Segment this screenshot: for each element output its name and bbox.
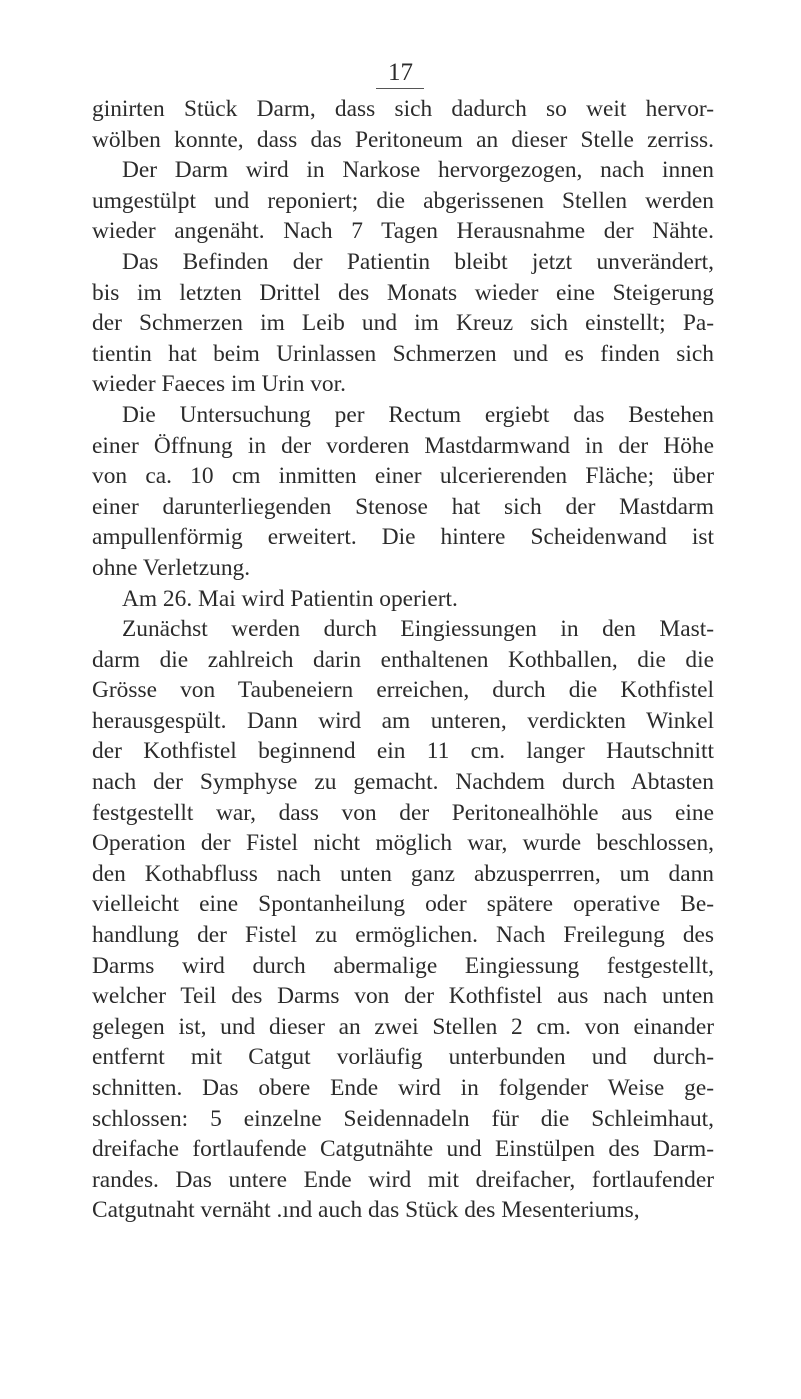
text-line: vielleicht eine Spontanheilung oder spätere operative Be- (92, 891, 714, 918)
text-line: handlung der Fistel zu ermöglichen. Nach Freilegung des (92, 922, 714, 949)
text-line: Zunächst werden durch Eingiessungen in den Mast- (122, 616, 714, 643)
text-line: dreifache fortlaufende Catgutnähte und Einstülpen des Darm- (92, 1136, 714, 1163)
text-line: ginirten Stück Darm, dass sich dadurch so weit hervor- (92, 96, 714, 122)
text-line: ohne Verletzung. (92, 554, 251, 581)
text-line: von ca. 10 cm inmitten einer ulcerierenden Fläche; über (92, 463, 714, 490)
text-line: nach der Symphyse zu gemacht. Nachdem durch Abtasten (92, 769, 714, 796)
text-line: schlossen: 5 einzelne Seidennadeln für die Schleimhaut, (92, 1105, 714, 1132)
text-line: einer darunterliegenden Stenose hat sich der Mastdarm (92, 493, 714, 520)
text-line: darm die zahlreich darin enthaltenen Kothballen, die die (92, 646, 714, 673)
text-line: wieder Faeces im Urin vor. (92, 371, 346, 398)
text-line: entfernt mit Catgut vorläufig unterbunden und durch- (92, 1044, 714, 1071)
text-line: Das Befinden der Patientin bleibt jetzt unverändert, (122, 248, 714, 275)
text-line: umgestülpt und reponiert; die abgerissenen Stellen werden (92, 187, 714, 214)
text-line: festgestellt war, dass von der Peritonealhöhle aus eine (92, 799, 714, 826)
text-line: Darms wird durch abermalige Eingiessung festgestellt, (92, 952, 714, 979)
text-line: der Schmerzen im Leib und im Kreuz sich einstellt; Pa- (92, 310, 714, 337)
text-line: Die Untersuchung per Rectum ergiebt das Bestehen (122, 401, 714, 428)
page-number-rule (376, 88, 424, 89)
text-line: Grösse von Taubeneiern erreichen, durch die Kothfistel (92, 677, 714, 704)
text-line: herausgespült. Dann wird am unteren, verdickten Winkel (92, 707, 714, 734)
text-line: welcher Teil des Darms von der Kothfistel aus nach unten (92, 983, 714, 1010)
text-line: wölben konnte, dass das Peritoneum an dieser Stelle zerriss. (92, 126, 714, 153)
text-line: bis im letzten Drittel des Monats wieder eine Steigerung (92, 279, 714, 306)
text-line: den Kothabfluss nach unten ganz abzusperrren, um dann (92, 860, 714, 887)
body-text (92, 94, 714, 1226)
text-line: tientin hat beim Urinlassen Schmerzen und es finden sich (92, 340, 714, 367)
text-line: Operation der Fistel nicht möglich war, wurde beschlossen, (92, 830, 714, 857)
text-line: ampullenförmig erweitert. Die hintere Scheidenwand ist (92, 524, 714, 551)
text-line: einer Öffnung in der vorderen Mastdarmwand in der Höhe (92, 432, 714, 459)
text-line: gelegen ist, und dieser an zwei Stellen 2 cm. von einander (92, 1013, 714, 1040)
page-number: 17 (388, 59, 413, 86)
text-line: wieder angenäht. Nach 7 Tagen Herausnahme der Nähte. (92, 218, 714, 245)
text-line: Am 26. Mai wird Patientin operiert. (122, 585, 458, 612)
text-line: der Kothfistel beginnend ein 11 cm. langer Hautschnitt (92, 738, 714, 765)
text-line: randes. Das untere Ende wird mit dreifacher, fortlaufender (92, 1166, 714, 1193)
text-line: Der Darm wird in Narkose hervorgezogen, nach innen (122, 157, 714, 184)
text-line: schnitten. Das obere Ende wird in folgender Weise ge- (92, 1075, 714, 1101)
text-line: Catgutnaht vernäht .ınd auch das Stück des Mesenteriums, (92, 1197, 640, 1224)
